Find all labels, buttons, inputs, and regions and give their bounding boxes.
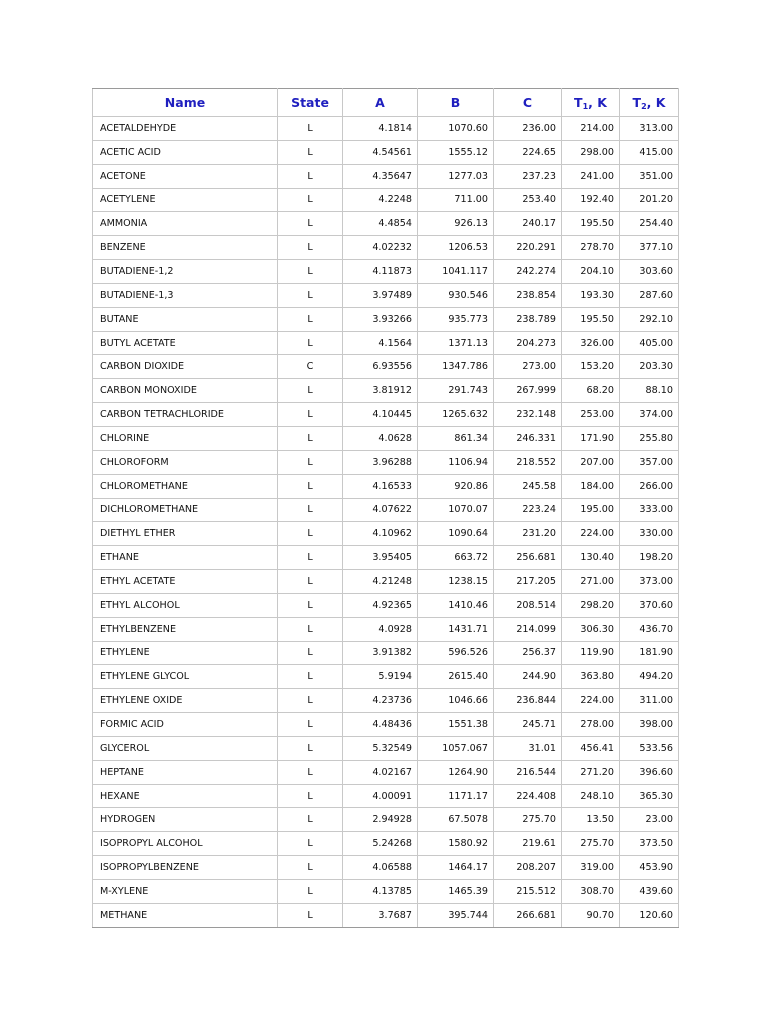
state-cell: L: [278, 307, 343, 331]
t2-cell: 303.60: [620, 260, 679, 284]
a-cell: 4.23736: [343, 689, 418, 713]
a-cell: 5.9194: [343, 665, 418, 689]
t2-cell: 370.60: [620, 593, 679, 617]
state-cell: L: [278, 593, 343, 617]
table-row: [93, 117, 679, 141]
state-cell: L: [278, 140, 343, 164]
t2-cell: 255.80: [620, 426, 679, 450]
b-cell: 291.743: [418, 379, 494, 403]
state-cell: L: [278, 784, 343, 808]
state-cell: L: [278, 212, 343, 236]
name-cell: ACETIC ACID: [93, 140, 278, 164]
b-cell: 1347.786: [418, 355, 494, 379]
c-cell: 232.148: [494, 403, 562, 427]
c-cell: 266.681: [494, 903, 562, 927]
c-cell: 275.70: [494, 808, 562, 832]
name-cell: ETHANE: [93, 546, 278, 570]
t1-cell: 224.00: [562, 689, 620, 713]
t1-cell: 278.70: [562, 236, 620, 260]
t1-cell: 193.30: [562, 283, 620, 307]
c-cell: 245.58: [494, 474, 562, 498]
name-cell: ETHYLENE OXIDE: [93, 689, 278, 713]
name-cell: BUTANE: [93, 307, 278, 331]
c-cell: 240.17: [494, 212, 562, 236]
table-row: [93, 546, 679, 570]
header-row: [93, 89, 679, 117]
t1-cell: 271.00: [562, 570, 620, 594]
name-cell: CARBON DIOXIDE: [93, 355, 278, 379]
table-row: [93, 403, 679, 427]
name-cell: BUTADIENE-1,3: [93, 283, 278, 307]
t2-cell: 365.30: [620, 784, 679, 808]
b-cell: 1057.067: [418, 736, 494, 760]
t2-cell: 351.00: [620, 164, 679, 188]
table-row: [93, 498, 679, 522]
table-row: [93, 641, 679, 665]
state-cell: L: [278, 546, 343, 570]
table-row: [93, 808, 679, 832]
a-cell: 4.06588: [343, 856, 418, 880]
name-cell: ETHYLENE: [93, 641, 278, 665]
table-row: [93, 903, 679, 927]
b-cell: 1106.94: [418, 450, 494, 474]
b-cell: 1070.07: [418, 498, 494, 522]
t1-cell: 68.20: [562, 379, 620, 403]
table-row: [93, 236, 679, 260]
a-cell: 4.13785: [343, 880, 418, 904]
t1-cell: 271.20: [562, 760, 620, 784]
b-cell: 1171.17: [418, 784, 494, 808]
t2-cell: 377.10: [620, 236, 679, 260]
name-cell: HEXANE: [93, 784, 278, 808]
b-cell: 930.546: [418, 283, 494, 307]
t1-cell: 130.40: [562, 546, 620, 570]
name-cell: DIETHYL ETHER: [93, 522, 278, 546]
c-cell: 219.61: [494, 832, 562, 856]
t1-cell: 214.00: [562, 117, 620, 141]
a-cell: 4.48436: [343, 713, 418, 737]
t1-cell: 298.00: [562, 140, 620, 164]
b-cell: 1277.03: [418, 164, 494, 188]
t1-cell: 90.70: [562, 903, 620, 927]
state-cell: L: [278, 283, 343, 307]
name-cell: DICHLOROMETHANE: [93, 498, 278, 522]
state-cell: L: [278, 403, 343, 427]
state-cell: L: [278, 331, 343, 355]
t2-cell: 313.00: [620, 117, 679, 141]
t1-cell: 306.30: [562, 617, 620, 641]
a-cell: 3.96288: [343, 450, 418, 474]
state-cell: L: [278, 498, 343, 522]
state-cell: L: [278, 117, 343, 141]
b-cell: 1264.90: [418, 760, 494, 784]
state-cell: L: [278, 260, 343, 284]
c-cell: 238.789: [494, 307, 562, 331]
c-cell: 224.65: [494, 140, 562, 164]
a-cell: 4.00091: [343, 784, 418, 808]
t1-cell: 248.10: [562, 784, 620, 808]
name-cell: CHLORINE: [93, 426, 278, 450]
t2-cell: 330.00: [620, 522, 679, 546]
t2-cell: 198.20: [620, 546, 679, 570]
c-cell: 253.40: [494, 188, 562, 212]
table-row: [93, 331, 679, 355]
t1-cell: 195.50: [562, 307, 620, 331]
t1-cell: 192.40: [562, 188, 620, 212]
a-cell: 3.81912: [343, 379, 418, 403]
a-cell: 6.93556: [343, 355, 418, 379]
table-row: [93, 760, 679, 784]
name-cell: BUTADIENE-1,2: [93, 260, 278, 284]
b-cell: 1465.39: [418, 880, 494, 904]
c-cell: 217.205: [494, 570, 562, 594]
a-cell: 3.97489: [343, 283, 418, 307]
t2-cell: 23.00: [620, 808, 679, 832]
a-cell: 4.07622: [343, 498, 418, 522]
t2-cell: 453.90: [620, 856, 679, 880]
state-cell: L: [278, 379, 343, 403]
t2-cell: 203.30: [620, 355, 679, 379]
state-cell: L: [278, 665, 343, 689]
b-cell: 1431.71: [418, 617, 494, 641]
state-cell: L: [278, 522, 343, 546]
b-cell: 395.744: [418, 903, 494, 927]
name-cell: CHLOROMETHANE: [93, 474, 278, 498]
table-row: [93, 665, 679, 689]
table-row: [93, 140, 679, 164]
c-cell: 237.23: [494, 164, 562, 188]
b-cell: 926.13: [418, 212, 494, 236]
header-c: C: [494, 89, 562, 117]
b-cell: 935.773: [418, 307, 494, 331]
b-cell: 1551.38: [418, 713, 494, 737]
b-cell: 596.526: [418, 641, 494, 665]
a-cell: 4.02167: [343, 760, 418, 784]
table-row: [93, 880, 679, 904]
t2-cell: 374.00: [620, 403, 679, 427]
name-cell: ACETALDEHYDE: [93, 117, 278, 141]
c-cell: 216.544: [494, 760, 562, 784]
t2-cell: 533.56: [620, 736, 679, 760]
table-row: [93, 784, 679, 808]
header-b: B: [418, 89, 494, 117]
header-t2: $T_2$, K: [620, 89, 679, 117]
a-cell: 4.35647: [343, 164, 418, 188]
name-cell: FORMIC ACID: [93, 713, 278, 737]
c-cell: 273.00: [494, 355, 562, 379]
name-cell: AMMONIA: [93, 212, 278, 236]
c-cell: 214.099: [494, 617, 562, 641]
state-cell: L: [278, 880, 343, 904]
table-row: [93, 379, 679, 403]
state-cell: L: [278, 188, 343, 212]
t2-cell: 439.60: [620, 880, 679, 904]
table-body: [93, 117, 679, 928]
c-cell: 220.291: [494, 236, 562, 260]
b-cell: 711.00: [418, 188, 494, 212]
table-row: [93, 522, 679, 546]
a-cell: 4.54561: [343, 140, 418, 164]
t1-cell: 363.80: [562, 665, 620, 689]
state-cell: L: [278, 832, 343, 856]
a-cell: 4.1564: [343, 331, 418, 355]
a-cell: 4.0928: [343, 617, 418, 641]
t1-cell: 13.50: [562, 808, 620, 832]
b-cell: 1238.15: [418, 570, 494, 594]
table-row: [93, 474, 679, 498]
a-cell: 3.93266: [343, 307, 418, 331]
c-cell: 256.37: [494, 641, 562, 665]
a-cell: 3.7687: [343, 903, 418, 927]
a-cell: 3.91382: [343, 641, 418, 665]
a-cell: 4.4854: [343, 212, 418, 236]
state-cell: L: [278, 641, 343, 665]
t2-cell: 333.00: [620, 498, 679, 522]
t1-cell: 184.00: [562, 474, 620, 498]
name-cell: HYDROGEN: [93, 808, 278, 832]
a-cell: 2.94928: [343, 808, 418, 832]
state-cell: L: [278, 570, 343, 594]
table-row: [93, 164, 679, 188]
b-cell: 1464.17: [418, 856, 494, 880]
c-cell: 245.71: [494, 713, 562, 737]
state-cell: L: [278, 856, 343, 880]
name-cell: ETHYL ACETATE: [93, 570, 278, 594]
t2-cell: 311.00: [620, 689, 679, 713]
c-cell: 204.273: [494, 331, 562, 355]
table-row: [93, 260, 679, 284]
t2-cell: 88.10: [620, 379, 679, 403]
name-cell: ISOPROPYL ALCOHOL: [93, 832, 278, 856]
a-cell: 4.10445: [343, 403, 418, 427]
t2-cell: 396.60: [620, 760, 679, 784]
t2-cell: 436.70: [620, 617, 679, 641]
table-row: [93, 212, 679, 236]
t2-cell: 287.60: [620, 283, 679, 307]
state-cell: L: [278, 617, 343, 641]
b-cell: 1070.60: [418, 117, 494, 141]
c-cell: 242.274: [494, 260, 562, 284]
c-cell: 246.331: [494, 426, 562, 450]
table-row: [93, 307, 679, 331]
t1-cell: 224.00: [562, 522, 620, 546]
t1-cell: 119.90: [562, 641, 620, 665]
name-cell: CARBON MONOXIDE: [93, 379, 278, 403]
t1-cell: 308.70: [562, 880, 620, 904]
table-row: [93, 188, 679, 212]
b-cell: 1265.632: [418, 403, 494, 427]
t2-cell: 266.00: [620, 474, 679, 498]
a-cell: 5.24268: [343, 832, 418, 856]
t1-cell: 278.00: [562, 713, 620, 737]
b-cell: 1206.53: [418, 236, 494, 260]
b-cell: 2615.40: [418, 665, 494, 689]
t1-cell: 298.20: [562, 593, 620, 617]
t2-cell: 357.00: [620, 450, 679, 474]
name-cell: METHANE: [93, 903, 278, 927]
a-cell: 4.21248: [343, 570, 418, 594]
t1-cell: 456.41: [562, 736, 620, 760]
c-cell: 215.512: [494, 880, 562, 904]
a-cell: 4.0628: [343, 426, 418, 450]
name-cell: CARBON TETRACHLORIDE: [93, 403, 278, 427]
header-name: Name: [93, 89, 278, 117]
name-cell: ISOPROPYLBENZENE: [93, 856, 278, 880]
table-row: [93, 856, 679, 880]
t2-cell: 373.50: [620, 832, 679, 856]
name-cell: BENZENE: [93, 236, 278, 260]
table-row: [93, 736, 679, 760]
c-cell: 231.20: [494, 522, 562, 546]
name-cell: BUTYL ACETATE: [93, 331, 278, 355]
table-row: [93, 355, 679, 379]
table-row: [93, 426, 679, 450]
t1-cell: 171.90: [562, 426, 620, 450]
b-cell: 663.72: [418, 546, 494, 570]
t1-cell: 253.00: [562, 403, 620, 427]
b-cell: 920.86: [418, 474, 494, 498]
t1-cell: 204.10: [562, 260, 620, 284]
a-cell: 4.1814: [343, 117, 418, 141]
name-cell: GLYCEROL: [93, 736, 278, 760]
state-cell: L: [278, 689, 343, 713]
c-cell: 208.207: [494, 856, 562, 880]
b-cell: 1041.117: [418, 260, 494, 284]
table-row: [93, 713, 679, 737]
t2-cell: 120.60: [620, 903, 679, 927]
state-cell: L: [278, 474, 343, 498]
t1-cell: 326.00: [562, 331, 620, 355]
b-cell: 1046.66: [418, 689, 494, 713]
t2-cell: 405.00: [620, 331, 679, 355]
name-cell: HEPTANE: [93, 760, 278, 784]
name-cell: M-XYLENE: [93, 880, 278, 904]
t1-cell: 195.00: [562, 498, 620, 522]
state-cell: L: [278, 713, 343, 737]
header-t1: $T_1$, K: [562, 89, 620, 117]
c-cell: 223.24: [494, 498, 562, 522]
name-cell: ACETYLENE: [93, 188, 278, 212]
name-cell: ETHYLENE GLYCOL: [93, 665, 278, 689]
table-row: [93, 283, 679, 307]
b-cell: 861.34: [418, 426, 494, 450]
name-cell: ETHYLBENZENE: [93, 617, 278, 641]
a-cell: 4.16533: [343, 474, 418, 498]
t1-cell: 319.00: [562, 856, 620, 880]
t2-cell: 494.20: [620, 665, 679, 689]
c-cell: 236.844: [494, 689, 562, 713]
state-cell: L: [278, 164, 343, 188]
t2-cell: 181.90: [620, 641, 679, 665]
table-row: [93, 450, 679, 474]
t2-cell: 415.00: [620, 140, 679, 164]
name-cell: ACETONE: [93, 164, 278, 188]
t2-cell: 201.20: [620, 188, 679, 212]
state-cell: L: [278, 808, 343, 832]
t2-cell: 254.40: [620, 212, 679, 236]
c-cell: 236.00: [494, 117, 562, 141]
name-cell: CHLOROFORM: [93, 450, 278, 474]
a-cell: 4.2248: [343, 188, 418, 212]
table-row: [93, 593, 679, 617]
a-cell: 4.92365: [343, 593, 418, 617]
c-cell: 224.408: [494, 784, 562, 808]
state-cell: L: [278, 450, 343, 474]
b-cell: 1555.12: [418, 140, 494, 164]
c-cell: 31.01: [494, 736, 562, 760]
c-cell: 244.90: [494, 665, 562, 689]
c-cell: 267.999: [494, 379, 562, 403]
table-row: [93, 689, 679, 713]
t1-cell: 153.20: [562, 355, 620, 379]
state-cell: L: [278, 236, 343, 260]
a-cell: 4.10962: [343, 522, 418, 546]
t1-cell: 275.70: [562, 832, 620, 856]
t1-cell: 207.00: [562, 450, 620, 474]
b-cell: 67.5078: [418, 808, 494, 832]
table-row: [93, 832, 679, 856]
table-row: [93, 570, 679, 594]
a-cell: 5.32549: [343, 736, 418, 760]
b-cell: 1371.13: [418, 331, 494, 355]
b-cell: 1580.92: [418, 832, 494, 856]
state-cell: L: [278, 903, 343, 927]
table-row: [93, 617, 679, 641]
t1-cell: 195.50: [562, 212, 620, 236]
b-cell: 1090.64: [418, 522, 494, 546]
t2-cell: 398.00: [620, 713, 679, 737]
c-cell: 256.681: [494, 546, 562, 570]
state-cell: L: [278, 426, 343, 450]
antoine-constants-table: [92, 88, 679, 928]
c-cell: 238.854: [494, 283, 562, 307]
c-cell: 208.514: [494, 593, 562, 617]
c-cell: 218.552: [494, 450, 562, 474]
t2-cell: 292.10: [620, 307, 679, 331]
a-cell: 3.95405: [343, 546, 418, 570]
t1-cell: 241.00: [562, 164, 620, 188]
state-cell: L: [278, 736, 343, 760]
b-cell: 1410.46: [418, 593, 494, 617]
a-cell: 4.11873: [343, 260, 418, 284]
state-cell: L: [278, 760, 343, 784]
a-cell: 4.02232: [343, 236, 418, 260]
header-a: A: [343, 89, 418, 117]
t2-cell: 373.00: [620, 570, 679, 594]
state-cell: C: [278, 355, 343, 379]
name-cell: ETHYL ALCOHOL: [93, 593, 278, 617]
header-state: State: [278, 89, 343, 117]
